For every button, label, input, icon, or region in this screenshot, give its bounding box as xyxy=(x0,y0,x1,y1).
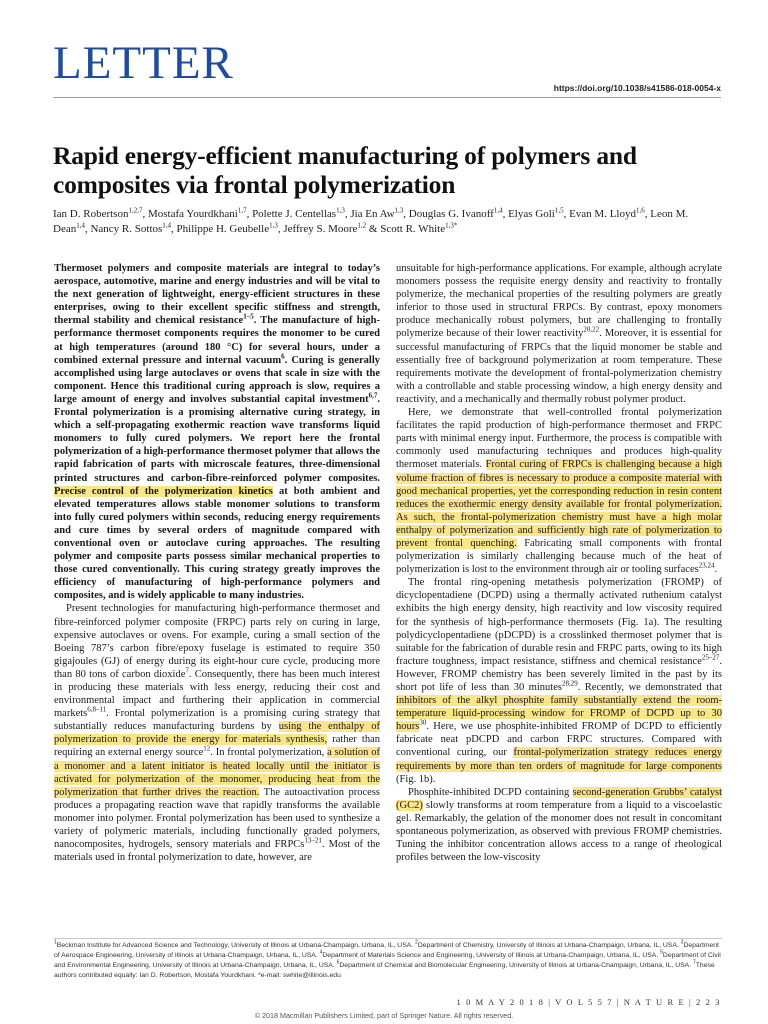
text-run: . xyxy=(714,564,718,576)
citation-reference: 28,29 xyxy=(561,679,578,688)
author-name: Polette J. Centellas xyxy=(252,208,337,220)
doi-link[interactable]: https://doi.org/10.1038/s41586-018-0054-x xyxy=(553,83,721,93)
affiliation-number: 7 xyxy=(692,959,696,966)
left-column xyxy=(54,262,380,864)
affiliation-text: Department of Chemical and Biomolecular Engineering, University of Illinois at Urbana-Champaign, Urbana, IL, USA. xyxy=(339,962,693,969)
text-run: Here, we demonstrate that well-controlled frontal polymerization facilitates the rapid production of high-performance thermoset and FRPC parts with minimal energy input. Furthermore, the process is compatible with commonly used manufacturing techniques and produces high-quality thermoset materials. xyxy=(396,407,722,471)
citation-reference: 13–21 xyxy=(304,836,322,845)
author-name: Nancy R. Sottos xyxy=(90,223,163,235)
text-run: unsuitable for high-performance applications. For example, although acrylate monomers possess the requisite energy density and reactivity to frontally polymerize, the mechanical properties of the resulting polymers are greatly inferior to those used in structural FRPCs. By contrast, epoxy monomers produce mechanically robust polymers, but are challenging to frontally polymerize because of their lower reactivity xyxy=(396,263,722,340)
text-run: . Recently, we demonstrated that xyxy=(577,682,722,693)
author-name: Scott R. White xyxy=(380,223,446,235)
author-separator: , xyxy=(563,208,570,220)
author-name: Leon M. Dean xyxy=(53,208,689,235)
citation-reference: 20,22 xyxy=(583,325,600,334)
author-affiliation-marker: 1,7 xyxy=(237,206,247,215)
author-affiliation-marker: 1,5 xyxy=(554,206,564,215)
text-run: . Frontal polymerization is a promising alternative curing strategy, in which a self-propagating exothermic reaction wave transforms liquid monomers to fully cured polymers. We report here the frontal polymerization of a high-performance thermoset polymer that allows the rapid fabrication of parts with microscale features, three-dimensional printed structures and carbon-fibre-reinforced polymer composites. xyxy=(54,393,380,484)
author-name: Douglas G. Ivanoff xyxy=(408,208,494,220)
highlighted-text: Precise control of the polymerization kinetics xyxy=(54,485,273,497)
text-run: . Most of the materials used in frontal polymerization to date, however, are xyxy=(54,839,380,864)
author-name: Ian D. Robertson xyxy=(53,208,129,220)
journal-section-banner: LETTER xyxy=(53,37,234,89)
author-separator: , xyxy=(644,208,651,220)
citation-reference: 25–27 xyxy=(701,653,720,662)
citation-reference: 30 xyxy=(419,718,427,727)
author-name: Evan M. Lloyd xyxy=(569,208,636,220)
author-separator: , xyxy=(403,208,409,220)
footnote-divider xyxy=(54,938,722,939)
author-affiliation-marker: 1,2,7 xyxy=(128,206,143,215)
highlighted-text: frontal-polymerization strategy reduces energy requirements by more than ten orders of magnitude for large components xyxy=(396,747,722,772)
highlighted-text: using the enthalpy of polymerization to provide the energy for materials synthesis, xyxy=(54,721,380,746)
author-affiliation-marker: 1,4 xyxy=(76,221,85,230)
text-run: . Consequently, there has been much interest in producing these materials with less energy, reducing their cost and environmental impact and furthering their application in commercial markets xyxy=(54,668,380,720)
affiliation-text: Department of Materials Science and Engineering, University of Illinois at Urbana-Champaign, Urbana, IL, USA. xyxy=(322,952,661,959)
author-separator: , xyxy=(344,208,351,220)
author-separator: , xyxy=(142,208,148,220)
author-separator: , xyxy=(277,223,284,235)
citation-reference: 23,24 xyxy=(698,561,715,570)
author-separator: , xyxy=(84,223,91,235)
text-run: . Moreover, it is essential for successful manufacturing of FRPCs that the liquid monomer be stable and essentially free of background polymerization at room temperature. These requirements motivate the development of frontal-polymerization chemistry with a controllable and stable processing window, a high energy density and reactivity, and a mechanically and thermally robust polymer product. xyxy=(396,328,722,405)
citation-reference: 6 xyxy=(281,352,285,361)
citation-reference: 6,7 xyxy=(368,391,378,400)
text-run: slowly transforms at room temperature from a liquid to a viscoelastic gel. Remarkably, the gelation of the monomer does not result in concomitant spontaneous polymerization, as observed with previous FROMP chemistries. Tuning the inhibitor concentration allows access to a range of rheological profiles between the low-viscosity xyxy=(396,799,722,864)
author-name: Jia En Aw xyxy=(350,208,395,220)
highlighted-text: Frontal curing of FRPCs is challenging because a high volume fraction of fibres is necessary to produce a composite material with good mechanical properties, yet the corresponding reduction in resin content reduces the exothermic energy density available for frontal polymerization. As such, the frontal-polymerization chemistry must have a high molar enthalpy of polymerization and sufficiently high rate of polymerization to prevent frontal quenching. xyxy=(396,459,723,549)
affiliation-text: Department of Chemistry, University of Illinois at Urbana-Champaign, Urbana, IL, USA. xyxy=(417,942,681,949)
citation-reference: 1–5 xyxy=(243,312,254,321)
affiliation-text: Department of Civil and Environmental Engineering, University of Illinois at Urbana-Champaign, Urbana, IL, USA. xyxy=(54,952,721,969)
citation-reference: 7 xyxy=(185,666,189,675)
journal-citation-line: 1 0 M A Y 2 0 1 8 | V O L 5 5 7 | N A T U R E | 2 2 3 xyxy=(456,997,721,1007)
author-affiliation-marker: 1,2 xyxy=(357,221,367,230)
author-affiliation-marker: 1,4 xyxy=(493,206,503,215)
author-name: Philippe H. Geubelle xyxy=(176,223,270,235)
affiliation-text: Department of Aerospace Engineering, University of Illinois at Urbana-Champaign, Urbana, IL, USA. xyxy=(54,942,719,959)
body-paragraph xyxy=(54,602,380,864)
affiliation-number: 6 xyxy=(336,959,340,966)
text-run: (Fig. 1b). xyxy=(396,773,436,785)
text-run: . Curing is generally accomplished using large autoclaves or ovens that scale in size with the component. Hence this traditional curing approach is slow, requires a large amount of energy and involves substantial capital investment xyxy=(54,354,381,405)
affiliation-number: 1 xyxy=(54,939,57,946)
text-run: rather than requiring an external energy source xyxy=(54,734,380,759)
author-separator: & xyxy=(366,223,381,235)
body-paragraph xyxy=(396,786,722,865)
author-name: Elyas Goli xyxy=(508,208,555,220)
text-run: Thermoset polymers and composite materials are integral to today’s aerospace, automotive, marine and energy industries and will be vital to the next generation of lightweight, energy-efficient structures in these enterprises, owing to their excellent specific stiffness and strength, thermal stability and chemical resistance xyxy=(54,263,380,327)
author-separator: , xyxy=(171,223,177,235)
author-list xyxy=(53,207,723,237)
header-divider xyxy=(53,97,721,98)
affiliation-text: Beckman Institute for Advanced Science and Technology, University of Illinois at Urbana-Champaign, Urbana, IL, USA. xyxy=(56,942,416,949)
text-run: . The manufacture of high-performance thermoset components requires the monomer to be cured at high temperatures (around 180 °C) for several hours, under a combined external pressure and internal vacuum xyxy=(54,315,380,366)
text-run: . In frontal polymerization, xyxy=(210,747,328,759)
text-run: Phosphite-inhibited DCPD containing xyxy=(408,786,573,798)
highlighted-text: second-generation Grubbs’ catalyst (GC2) xyxy=(396,786,723,811)
body-paragraph xyxy=(396,406,722,576)
highlighted-text: inhibitors of the alkyl phosphite family substantially extend the room-temperature liquid-processing window for FROMP of DCPD up to 30 hours xyxy=(396,695,722,733)
affiliation-number: 2 xyxy=(415,939,418,946)
text-run: . However, FROMP chemistry has been severely limited in the past by its short pot life of less than 30 minutes xyxy=(396,655,722,693)
author-separator: , xyxy=(246,208,253,220)
text-run: The autoactivation process produces a propagating reaction wave that rapidly transforms the available monomer into polymer. Frontal polymerization has been used to synthesize a variety of polymeric materials, including functionally graded polymers, nanocomposites, hydrogels, sensory materials and FRPCs xyxy=(54,786,380,851)
text-run: Fabricating small components with frontal polymerization is similarly challenging because much of the heat of polymerization is lost to the environment through air or tooling surfaces xyxy=(396,537,722,576)
author-name: Jeffrey S. Moore xyxy=(283,223,358,235)
right-column xyxy=(396,262,722,864)
abstract-paragraph xyxy=(54,262,380,602)
citation-reference: 12 xyxy=(203,744,211,753)
author-affiliation-marker: 1,3* xyxy=(445,221,458,230)
affiliation-number: 4 xyxy=(319,949,323,956)
citation-reference: 6,8–11 xyxy=(87,705,107,714)
body-paragraph-continued xyxy=(396,262,722,406)
author-affiliation-marker: 1,3 xyxy=(336,206,345,215)
author-name: Mostafa Yourdkhani xyxy=(147,208,238,220)
text-run: The frontal ring-opening metathesis polymerization (FROMP) of dicyclopentadiene (DCPD) using a thermally activated ruthenium catalyst exhibits the high energy density, high reactivity and low viscosity required for the synthesis of high-performance thermosets (Fig. 1a). The resulting polydicyclopentadiene (pDCPD) is a crosslinked thermoset polymer that is suitable for the fabrication of durable resin and FRPC parts, owing to its high fracture toughness, impact resistance, stiffness and chemical resistance xyxy=(396,577,722,667)
article-title: Rapid energy-efficient manufacturing of polymers and composites via frontal polymerization xyxy=(53,141,637,199)
affiliation-text: These authors contributed equally: Ian D. Robertson, Mostafa Yourdkhani. *e-mail: swhite@illinois.edu xyxy=(54,962,715,979)
affiliation-number: 3 xyxy=(680,939,684,946)
text-run: Present technologies for manufacturing high-performance thermoset and fibre-reinforced polymer composite (FRPC) parts rely on curing in large, expensive autoclaves or ovens. For example, curing a small section of the Boeing 787’s carbon fibre/epoxy fuselage is estimated to require 350 gigajoules (GJ) of energy during its eight-hour cure cycle, producing more than 80 tons of carbon dioxide xyxy=(54,603,380,680)
author-affiliation-marker: 1,3 xyxy=(394,206,404,215)
text-run: . Here, we use phosphite-inhibited FROMP of DCPD to efficiently fabricate neat pDCPD and carbon FRPC structures. Compared with conventional curing, our xyxy=(396,721,722,759)
author-affiliation-marker: 1,3 xyxy=(269,221,278,230)
author-affiliation-marker: 1,6 xyxy=(636,206,645,215)
text-run: at both ambient and elevated temperatures allows stable monomer solutions to transform into fully cured polymers within seconds, reducing energy requirements and cure times by several orders of magnitude compared with conventional oven or autoclave curing approaches. The resulting polymer and composite parts possess similar mechanical properties to those cured conventionally. This curing strategy greatly improves the efficiency of manufacturing of high-performance polymers and composites, and is widely applicable to many industries. xyxy=(54,485,380,602)
highlighted-text: a solution of a monomer and a latent initiator is heated locally until the initiator is activated for polymerization of the monomer, producing heat from the polymerization that further drives the reaction. xyxy=(54,747,380,798)
body-paragraph xyxy=(396,576,722,786)
copyright-notice: © 2018 Macmillan Publishers Limited, part of Springer Nature. All rights reserved. xyxy=(254,1011,514,1020)
author-separator: , xyxy=(502,208,509,220)
affiliation-footnotes xyxy=(54,941,722,981)
text-run: . Frontal polymerization is a promising curing strategy that substantially reduces manufacturing burdens by xyxy=(54,708,380,733)
affiliation-number: 5 xyxy=(660,949,663,956)
author-affiliation-marker: 1,4 xyxy=(162,221,172,230)
